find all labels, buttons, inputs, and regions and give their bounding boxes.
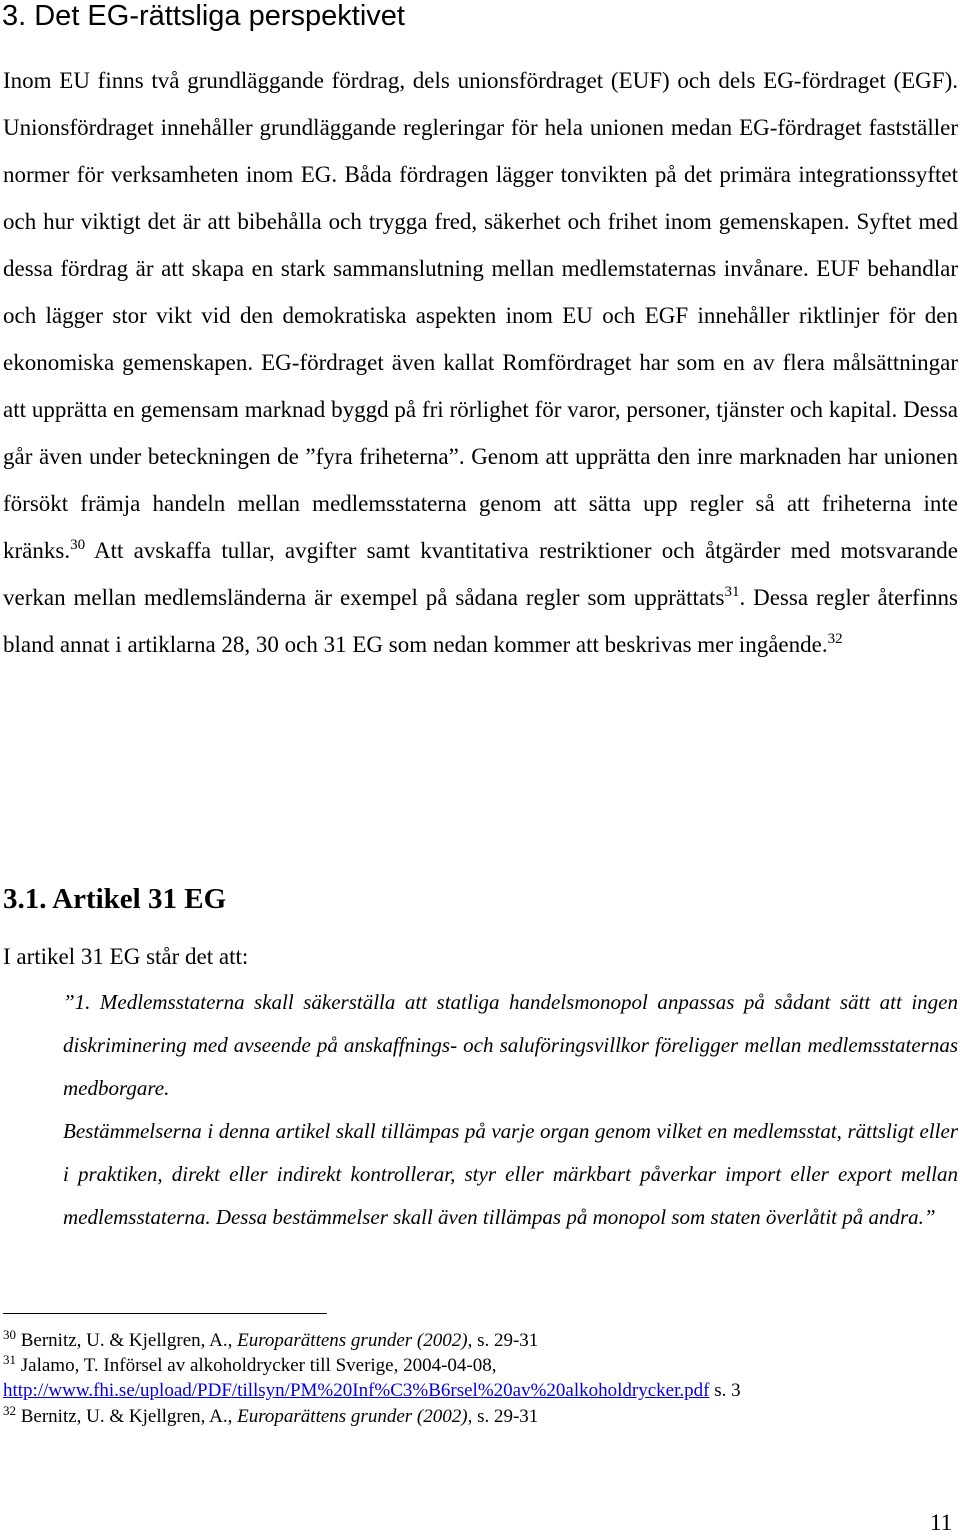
subsection-heading: 3.1. Artikel 31 EG [3, 883, 227, 915]
footnote-ref-31[interactable]: 31 [724, 584, 740, 600]
page-number: 11 [930, 1510, 953, 1535]
footnote-number: 31 [3, 1352, 16, 1367]
footnote-number: 30 [3, 1327, 16, 1342]
footnote-ref-30[interactable]: 30 [70, 537, 86, 553]
footnote-separator [3, 1313, 327, 1314]
paragraph-text-2: Att avskaffa tullar, avgifter samt kvantitativa restriktioner och åtgärder med motsvarande verkan mellan medlemsländerna är exempel på sådana regler som upprättats [3, 538, 958, 610]
footnote-book-title: Europarättens grunder (2002) [237, 1406, 468, 1427]
article-quote-paragraph-2: Bestämmelserna i denna artikel skall tillämpas på varje organ genom vilket en medlemsstat, rättsligt eller i praktiken, direkt eller indirekt kontrollerar, styr eller märkbart påverkar import eller export mellan medlemsstaterna. Dessa bestämmelser skall även tillämpas på monopol som staten överlåtit på andra.” [63, 1119, 958, 1229]
footnote-author: Bernitz, U. & Kjellgren, A., [20, 1330, 238, 1351]
footnote-ref-32[interactable]: 32 [827, 631, 843, 647]
section-paragraph [3, 57, 958, 668]
footnote-number: 32 [3, 1403, 16, 1418]
subsection-intro: I artikel 31 EG står det att: [3, 944, 249, 969]
footnote-pages: , s. 29-31 [467, 1330, 539, 1351]
paragraph-text-3: . Dessa regler återfinns bland annat i artiklarna 28, 30 och 31 EG som nedan kommer att beskrivas mer ingående. [3, 585, 958, 657]
footnote-link[interactable]: http://www.fhi.se/upload/PDF/tillsyn/PM%20Inf%C3%B6rsel%20av%20alkoholdrycker.pdf [3, 1380, 710, 1401]
footnote-32 [3, 1404, 538, 1429]
footnote-pages: , s. 29-31 [467, 1406, 539, 1427]
footnote-31-link-line [3, 1378, 741, 1403]
footnote-31 [3, 1353, 497, 1378]
footnote-author: Bernitz, U. & Kjellgren, A., [20, 1406, 238, 1427]
article-quote-paragraph-1: ”1. Medlemsstaterna skall säkerställa att statliga handelsmonopol anpassas på sådant sätt att ingen diskriminering med avseende på anskaffnings- och saluföringsvillkor föreligger mellan medlemsstaternas medborgare. [63, 990, 958, 1100]
footnote-pages: s. 3 [709, 1380, 741, 1401]
footnote-text: Jalamo, T. Införsel av alkoholdrycker till Sverige, 2004-04-08, [20, 1355, 497, 1376]
section-heading: 3. Det EG-rättsliga perspektivet [2, 0, 405, 32]
footnote-book-title: Europarättens grunder (2002) [237, 1330, 468, 1351]
paragraph-text-1: Inom EU finns två grundläggande fördrag, dels unionsfördraget (EUF) och dels EG-fördraget (EGF). Unionsfördraget innehåller grundläggande regleringar för hela unionen medan EG-fördraget fastställer normer för verksamheten inom EG. Båda fördragen lägger tonvikten på det primära integrationssyftet och hur viktigt det är att bibehålla och trygga fred, säkerhet och frihet inom gemenskapen. Syftet med dessa fördrag är att skapa en stark sammanslutning mellan medlemstaternas invånare. EUF behandlar och lägger stor vikt vid den demokratiska aspekten inom EU och EGF innehåller riktlinjer för den ekonomiska gemenskapen. EG-fördraget även kallat Romfördraget har som en av flera målsättningar att upprätta en gemensam marknad byggd på fri rörlighet för varor, personer, tjänster och kapital. Dessa går även under beteckningen de ”fyra friheterna”. Genom att upprätta den inre marknaden har unionen försökt främja handeln mellan medlemsstaterna genom att sätta upp regler så att friheterna inte kränks. [3, 68, 958, 563]
footnote-30 [3, 1328, 538, 1353]
